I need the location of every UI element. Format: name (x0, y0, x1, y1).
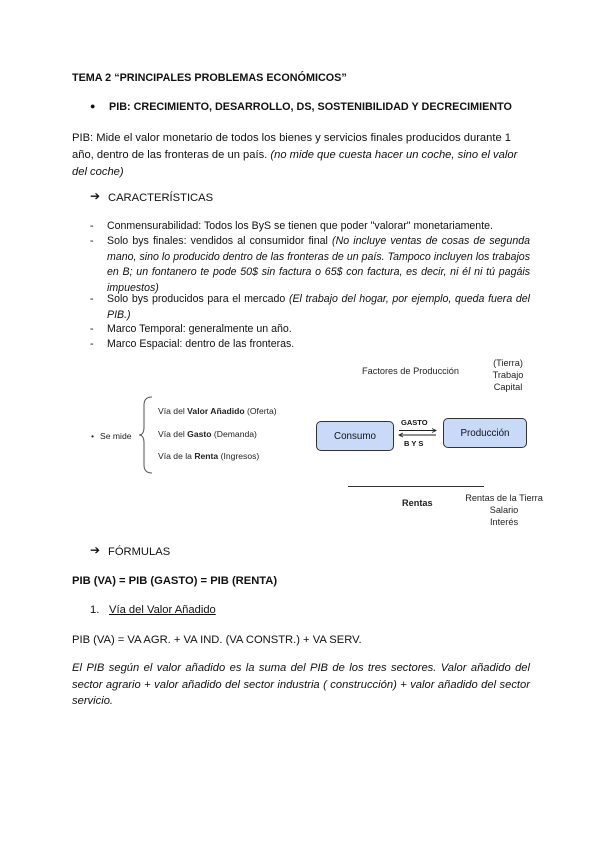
caracteristicas-heading: CARACTERÍSTICAS (108, 192, 214, 204)
list-item-text: Marco Espacial: dentro de las fronteras. (107, 338, 295, 350)
list-item-text: Solo bys finales: vendidos al consumidor final (107, 235, 328, 247)
factor-item: Capital (493, 382, 523, 392)
arrow-right-icon: ➔ (90, 189, 101, 203)
list-item-text: Conmensurabilidad: Todos los ByS se tienen que poder "valorar" monetariamente. (107, 220, 493, 232)
arrow-right-icon: ➔ (90, 543, 101, 557)
formula-explanation: El PIB según el valor añadido es la suma del PIB de los tres sectores. Valor añadido del sector agrario + valor añadido del sector industria ( construcción) + valor añadido del sector servicio. (72, 662, 530, 707)
list-item-text: Solo bys producidos para el mercado (107, 293, 286, 305)
produccion-box: Producción (443, 418, 527, 448)
via-bold: Renta (194, 451, 219, 461)
via-bold: Valor Añadido (187, 406, 245, 416)
list-item: - Marco Espacial: dentro de las fronteras. (90, 338, 295, 350)
double-arrow-icon (396, 428, 440, 438)
factor-item: Trabajo (492, 370, 524, 380)
factor-item: (Tierra) (493, 358, 523, 368)
formulas-heading: FÓRMULAS (108, 546, 171, 558)
via-bold: Gasto (187, 429, 212, 439)
factores-list (486, 357, 530, 393)
via-rest: (Ingresos) (220, 451, 260, 461)
via-rest: (Oferta) (247, 406, 277, 416)
consumo-box: Consumo (316, 421, 394, 451)
via-renta (158, 451, 259, 461)
section-heading: PIB: CRECIMIENTO, DESARROLLO, DS, SOSTENIBILIDAD Y DECRECIMIENTO (109, 101, 512, 113)
renta-item: Rentas de la Tierra (465, 493, 543, 503)
bullet-dot: • (91, 431, 95, 441)
divider-line (348, 486, 484, 487)
via-rest: (Demanda) (213, 429, 257, 439)
rentas-list (460, 492, 548, 528)
list-item: - Solo bys producidos para el mercado (El trabajo del hogar, por ejemplo, queda fuera del PIB.) (90, 293, 530, 321)
gasto-label: GASTO (401, 418, 428, 427)
list-item: - Marco Temporal: generalmente un año. (90, 323, 292, 335)
factores-label: Factores de Producción (362, 366, 460, 376)
formula-item-title: Vía del Valor Añadido (109, 604, 216, 616)
curly-brace-icon (138, 395, 158, 475)
list-item-note: (El trabajo del hogar, por ejemplo, queda fuera del PIB.) (107, 293, 530, 321)
formula-equation: PIB (VA) = VA AGR. + VA IND. (VA CONSTR.) + VA SERV. (72, 634, 362, 646)
renta-item: Salario (489, 505, 519, 515)
bys-label: B Y S (404, 439, 424, 448)
se-mide-label: Se mide (100, 431, 132, 441)
page-title: TEMA 2 “PRINCIPALES PROBLEMAS ECONÓMICOS” (72, 72, 347, 84)
via-prefix: Vía de la (158, 451, 192, 461)
formula-main: PIB (VA) = PIB (GASTO) = PIB (RENTA) (72, 575, 278, 587)
definition-note: (no mide que cuesta hacer un coche, sino el valor del coche) (72, 149, 518, 178)
list-item: - Conmensurabilidad: Todos los ByS se tienen que poder "valorar" monetariamente. (90, 220, 493, 232)
formula-item-number: 1. (90, 604, 100, 616)
via-valor-anadido (158, 406, 277, 416)
via-prefix: Vía del (158, 406, 185, 416)
list-item-note: (No incluye ventas de cosas de segunda mano, sino lo producido dentro de las fronteras de un país. Tampoco incluyen los trabajos en B; un fontanero te pode 50$ sin factura o 65$ con factura, es decir, ni él ni tú pagáis impuestos) (107, 235, 530, 294)
renta-item: Interés (489, 517, 519, 527)
list-item: - Solo bys finales: vendidos al consumidor final (No incluye ventas de cosas de segunda mano, sino lo producido dentro de las fronteras de un país. Tampoco incluyen los trabajos en B; un fontanero te pode 50$ sin factura o 65$ con factura, es decir, ni él ni tú pagáis impuestos) (90, 235, 530, 294)
list-item-text: Marco Temporal: generalmente un año. (107, 323, 292, 335)
rentas-label: Rentas (402, 498, 433, 508)
definition-text: PIB: Mide el valor monetario de todos los bienes y servicios finales producidos durante 1 año, dentro de las fronteras de un país. (72, 132, 512, 161)
via-gasto (158, 429, 257, 439)
via-prefix: Vía del (158, 429, 185, 439)
bullet-dot: ● (90, 101, 96, 111)
